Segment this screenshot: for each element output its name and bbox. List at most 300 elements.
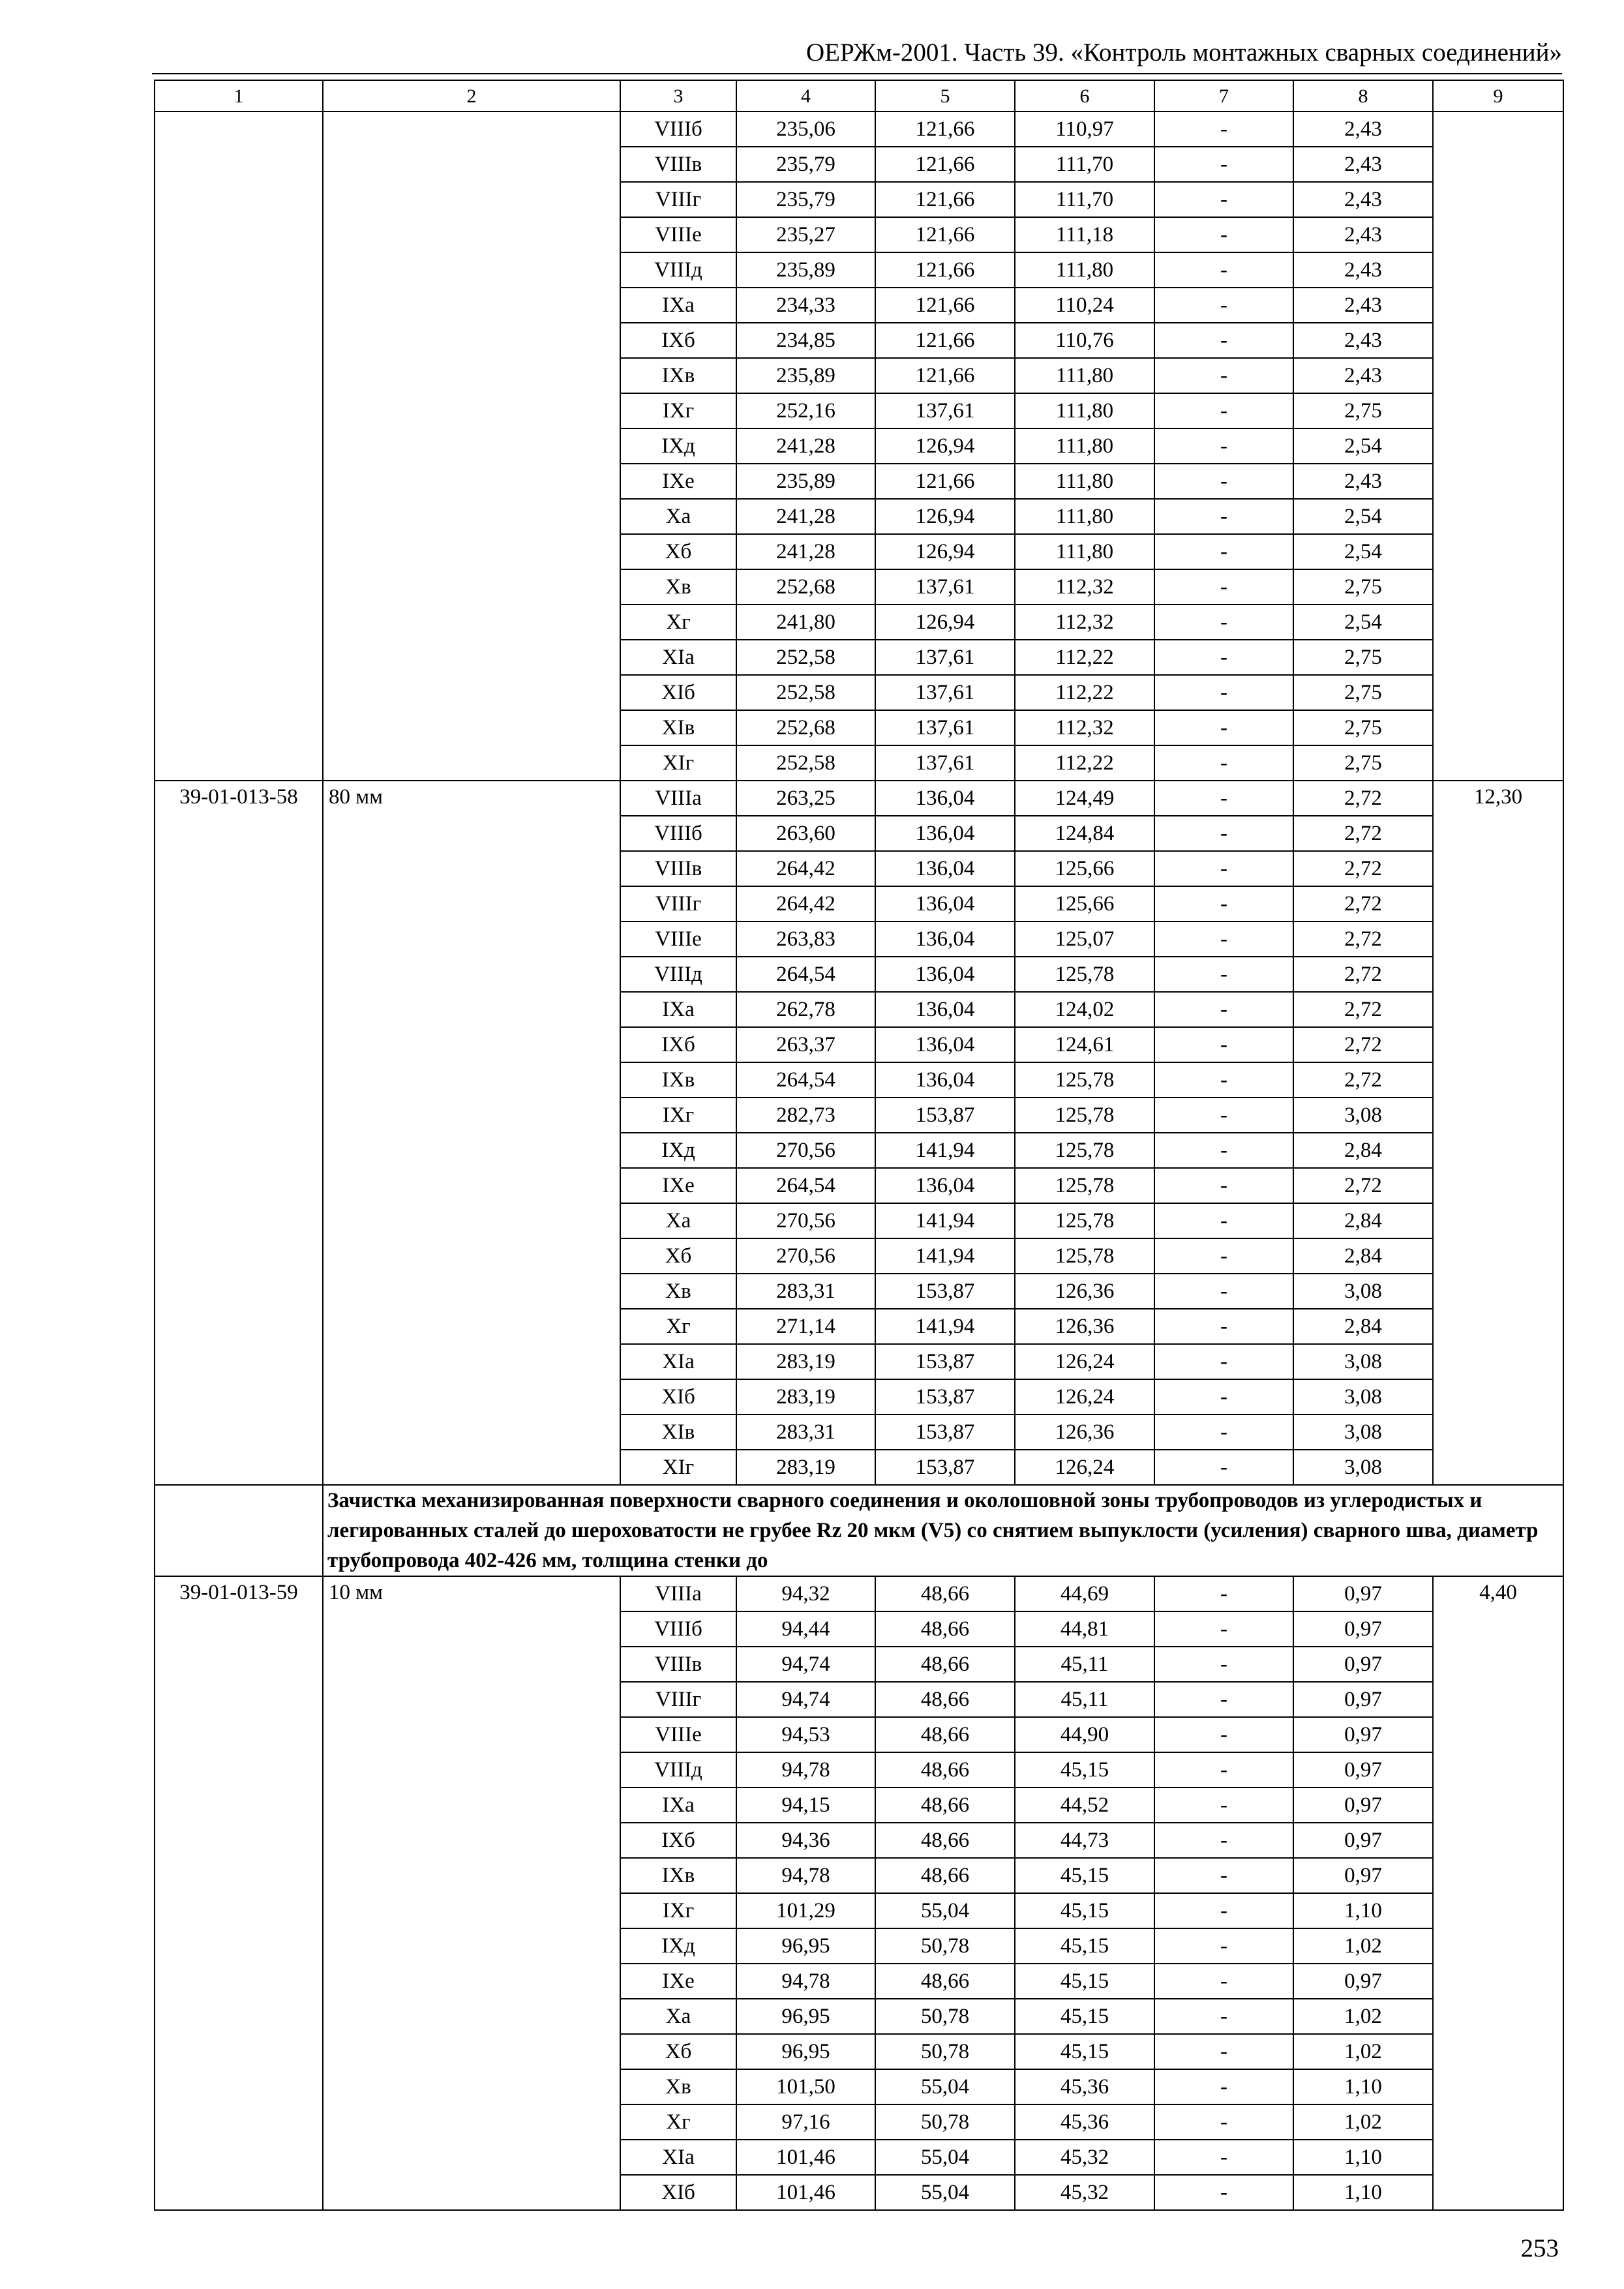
machine-cost-cell: 111,80 [1015,393,1154,428]
driver-wages-cell: - [1154,921,1293,957]
wages-cell: 141,94 [875,1203,1015,1238]
materials-cell: 0,97 [1293,1717,1433,1752]
total-cost-cell: 94,15 [736,1788,875,1823]
materials-cell: 2,75 [1293,710,1433,745]
machine-cost-cell: 45,15 [1015,1858,1154,1893]
wages-cell: 153,87 [875,1450,1015,1485]
driver-wages-cell: - [1154,1098,1293,1133]
total-cost-cell: 283,19 [736,1379,875,1414]
page-number: 253 [1520,2234,1559,2262]
district-cell: VIIIд [620,1752,736,1788]
materials-cell: 2,84 [1293,1238,1433,1274]
machine-cost-cell: 110,24 [1015,288,1154,323]
district-cell: IXа [620,992,736,1027]
district-cell: IXд [620,1133,736,1168]
wages-cell: 48,66 [875,1682,1015,1717]
wages-cell: 121,66 [875,464,1015,499]
wages-cell: 153,87 [875,1274,1015,1309]
total-cost-cell: 94,44 [736,1611,875,1647]
district-cell: VIIIа [620,1576,736,1611]
materials-cell: 2,43 [1293,182,1433,217]
section-empty-cell [155,1485,323,1576]
driver-wages-cell: - [1154,393,1293,428]
machine-cost-cell: 125,78 [1015,1238,1154,1274]
column-number: 2 [323,80,620,112]
wages-cell: 55,04 [875,2175,1015,2210]
machine-cost-cell: 126,36 [1015,1309,1154,1344]
district-cell: VIIIг [620,1682,736,1717]
driver-wages-cell: - [1154,1928,1293,1964]
wages-cell: 121,66 [875,182,1015,217]
driver-wages-cell: - [1154,1788,1293,1823]
machine-cost-cell: 124,49 [1015,781,1154,816]
wages-cell: 153,87 [875,1098,1015,1133]
wages-cell: 48,66 [875,1858,1015,1893]
labor-cost-cell [1433,112,1563,781]
district-cell: IXв [620,1062,736,1098]
wages-cell: 136,04 [875,1027,1015,1062]
section-title-row [155,1485,1563,1576]
district-cell: Xб [620,2034,736,2069]
driver-wages-cell: - [1154,2069,1293,2104]
driver-wages-cell: - [1154,1379,1293,1414]
total-cost-cell: 235,79 [736,182,875,217]
wages-cell: 55,04 [875,2069,1015,2104]
driver-wages-cell: - [1154,1611,1293,1647]
materials-cell: 3,08 [1293,1098,1433,1133]
materials-cell: 0,97 [1293,1682,1433,1717]
machine-cost-cell: 45,11 [1015,1647,1154,1682]
driver-wages-cell: - [1154,1344,1293,1379]
materials-cell: 2,54 [1293,534,1433,569]
driver-wages-cell: - [1154,1964,1293,1999]
materials-cell: 2,84 [1293,1133,1433,1168]
wages-cell: 48,66 [875,1964,1015,1999]
total-cost-cell: 101,29 [736,1893,875,1928]
total-cost-cell: 235,27 [736,217,875,252]
district-cell: IXд [620,1928,736,1964]
district-cell: Xа [620,499,736,534]
column-number: 6 [1015,80,1154,112]
materials-cell: 0,97 [1293,1788,1433,1823]
driver-wages-cell: - [1154,1999,1293,2034]
driver-wages-cell: - [1154,1450,1293,1485]
materials-cell: 2,75 [1293,745,1433,781]
machine-cost-cell: 112,22 [1015,675,1154,710]
total-cost-cell: 94,36 [736,1823,875,1858]
district-cell: VIIIе [620,1717,736,1752]
district-cell: Xв [620,569,736,605]
total-cost-cell: 263,25 [736,781,875,816]
district-cell: VIIIг [620,886,736,921]
total-cost-cell: 241,28 [736,534,875,569]
district-cell: XIг [620,745,736,781]
driver-wages-cell: - [1154,288,1293,323]
district-cell: Xб [620,534,736,569]
total-cost-cell: 252,68 [736,710,875,745]
district-cell: VIIIб [620,816,736,851]
total-cost-cell: 94,53 [736,1717,875,1752]
machine-cost-cell: 125,07 [1015,921,1154,957]
wages-cell: 136,04 [875,886,1015,921]
wages-cell: 137,61 [875,710,1015,745]
machine-cost-cell: 126,24 [1015,1450,1154,1485]
column-number: 8 [1293,80,1433,112]
materials-cell: 2,72 [1293,781,1433,816]
total-cost-cell: 234,85 [736,323,875,358]
materials-cell: 1,02 [1293,2034,1433,2069]
materials-cell: 2,75 [1293,393,1433,428]
district-cell: IXе [620,1964,736,1999]
header-rule [152,73,1562,74]
materials-cell: 2,43 [1293,323,1433,358]
machine-cost-cell: 111,80 [1015,358,1154,393]
wages-cell: 136,04 [875,851,1015,886]
materials-cell: 2,75 [1293,569,1433,605]
materials-cell: 2,72 [1293,816,1433,851]
machine-cost-cell: 45,36 [1015,2069,1154,2104]
machine-cost-cell: 45,15 [1015,1928,1154,1964]
driver-wages-cell: - [1154,2175,1293,2210]
table-row [155,1576,1563,1611]
wages-cell: 50,78 [875,1999,1015,2034]
total-cost-cell: 264,54 [736,1062,875,1098]
materials-cell: 2,43 [1293,252,1433,288]
total-cost-cell: 94,74 [736,1647,875,1682]
materials-cell: 1,10 [1293,1893,1433,1928]
driver-wages-cell: - [1154,1133,1293,1168]
materials-cell: 1,10 [1293,2175,1433,2210]
machine-cost-cell: 44,81 [1015,1611,1154,1647]
driver-wages-cell: - [1154,851,1293,886]
district-cell: VIIIд [620,957,736,992]
district-cell: VIIIб [620,112,736,147]
machine-cost-cell: 44,69 [1015,1576,1154,1611]
driver-wages-cell: - [1154,781,1293,816]
machine-cost-cell: 45,32 [1015,2175,1154,2210]
driver-wages-cell: - [1154,1274,1293,1309]
materials-cell: 2,84 [1293,1309,1433,1344]
machine-cost-cell: 112,32 [1015,569,1154,605]
materials-cell: 2,54 [1293,499,1433,534]
materials-cell: 0,97 [1293,1858,1433,1893]
machine-cost-cell: 125,78 [1015,1168,1154,1203]
materials-cell: 2,75 [1293,675,1433,710]
driver-wages-cell: - [1154,640,1293,675]
driver-wages-cell: - [1154,675,1293,710]
machine-cost-cell: 124,02 [1015,992,1154,1027]
total-cost-cell: 235,89 [736,464,875,499]
total-cost-cell: 96,95 [736,1999,875,2034]
machine-cost-cell: 112,32 [1015,710,1154,745]
total-cost-cell: 270,56 [736,1238,875,1274]
materials-cell: 0,97 [1293,1576,1433,1611]
table-body [155,80,1563,2210]
materials-cell: 3,08 [1293,1379,1433,1414]
wages-cell: 121,66 [875,252,1015,288]
total-cost-cell: 283,19 [736,1450,875,1485]
total-cost-cell: 270,56 [736,1203,875,1238]
total-cost-cell: 264,54 [736,1168,875,1203]
district-cell: XIг [620,1450,736,1485]
wages-cell: 141,94 [875,1309,1015,1344]
driver-wages-cell: - [1154,1203,1293,1238]
wages-cell: 50,78 [875,2034,1015,2069]
total-cost-cell: 94,78 [736,1964,875,1999]
materials-cell: 2,43 [1293,288,1433,323]
district-cell: Xв [620,2069,736,2104]
wages-cell: 137,61 [875,745,1015,781]
district-cell: Xг [620,1309,736,1344]
materials-cell: 0,97 [1293,1823,1433,1858]
driver-wages-cell: - [1154,252,1293,288]
total-cost-cell: 270,56 [736,1133,875,1168]
page-header-title: ОЕРЖм-2001. Часть 39. «Контроль монтажных сварных соединений» [806,38,1562,67]
district-cell: VIIIе [620,921,736,957]
district-cell: VIIIд [620,252,736,288]
district-cell: VIIIв [620,147,736,182]
machine-cost-cell: 111,18 [1015,217,1154,252]
machine-cost-cell: 110,97 [1015,112,1154,147]
materials-cell: 2,75 [1293,640,1433,675]
district-cell: IXа [620,288,736,323]
total-cost-cell: 263,37 [736,1027,875,1062]
wall-thickness-cell [323,112,620,781]
wages-cell: 136,04 [875,1062,1015,1098]
district-cell: VIIIб [620,1611,736,1647]
wages-cell: 121,66 [875,217,1015,252]
machine-cost-cell: 45,32 [1015,2140,1154,2175]
machine-cost-cell: 112,22 [1015,745,1154,781]
wages-cell: 153,87 [875,1414,1015,1450]
wages-cell: 136,04 [875,1168,1015,1203]
wages-cell: 121,66 [875,288,1015,323]
materials-cell: 2,43 [1293,217,1433,252]
section-title: Зачистка механизированная поверхности сварного соединения и околошовной зоны трубопроводов из углеродистых и легированных сталей до шероховатости не грубее Rz 20 мкм (V5) со снятием выпуклости (усиления) сварного шва, диаметр трубопровода 402-426 мм, толщина стенки до [323,1485,1563,1576]
machine-cost-cell: 125,66 [1015,851,1154,886]
rate-code-cell: 39-01-013-58 [155,781,323,1485]
materials-cell: 1,02 [1293,1999,1433,2034]
driver-wages-cell: - [1154,745,1293,781]
total-cost-cell: 101,46 [736,2175,875,2210]
district-cell: VIIIе [620,217,736,252]
rate-code-cell: 39-01-013-59 [155,1576,323,2210]
materials-cell: 2,72 [1293,992,1433,1027]
machine-cost-cell: 125,78 [1015,957,1154,992]
total-cost-cell: 94,78 [736,1752,875,1788]
machine-cost-cell: 125,78 [1015,1062,1154,1098]
materials-cell: 2,54 [1293,428,1433,464]
driver-wages-cell: - [1154,2034,1293,2069]
wages-cell: 55,04 [875,2140,1015,2175]
total-cost-cell: 263,60 [736,816,875,851]
total-cost-cell: 234,33 [736,288,875,323]
materials-cell: 2,43 [1293,147,1433,182]
wages-cell: 126,94 [875,499,1015,534]
labor-cost-cell: 4,40 [1433,1576,1563,2210]
total-cost-cell: 241,28 [736,428,875,464]
district-cell: Xа [620,1999,736,2034]
total-cost-cell: 252,16 [736,393,875,428]
machine-cost-cell: 124,84 [1015,816,1154,851]
district-cell: Xа [620,1203,736,1238]
machine-cost-cell: 45,15 [1015,1893,1154,1928]
machine-cost-cell: 125,78 [1015,1133,1154,1168]
driver-wages-cell: - [1154,1309,1293,1344]
total-cost-cell: 252,58 [736,745,875,781]
total-cost-cell: 264,42 [736,886,875,921]
total-cost-cell: 264,42 [736,851,875,886]
total-cost-cell: 101,46 [736,2140,875,2175]
table-row [155,781,1563,816]
driver-wages-cell: - [1154,710,1293,745]
wages-cell: 50,78 [875,2104,1015,2140]
materials-cell: 2,72 [1293,1062,1433,1098]
materials-cell: 1,10 [1293,2140,1433,2175]
total-cost-cell: 235,89 [736,252,875,288]
district-cell: IXв [620,358,736,393]
driver-wages-cell: - [1154,957,1293,992]
total-cost-cell: 96,95 [736,1928,875,1964]
materials-cell: 2,54 [1293,605,1433,640]
district-cell: IXб [620,323,736,358]
driver-wages-cell: - [1154,112,1293,147]
wages-cell: 137,61 [875,640,1015,675]
driver-wages-cell: - [1154,464,1293,499]
total-cost-cell: 241,28 [736,499,875,534]
wages-cell: 137,61 [875,393,1015,428]
driver-wages-cell: - [1154,217,1293,252]
total-cost-cell: 96,95 [736,2034,875,2069]
driver-wages-cell: - [1154,1858,1293,1893]
materials-cell: 0,97 [1293,1964,1433,1999]
column-number: 7 [1154,80,1293,112]
district-cell: Xг [620,2104,736,2140]
wages-cell: 121,66 [875,112,1015,147]
column-number: 1 [155,80,323,112]
district-cell: IXа [620,1788,736,1823]
machine-cost-cell: 112,32 [1015,605,1154,640]
wages-cell: 48,66 [875,1752,1015,1788]
machine-cost-cell: 45,11 [1015,1682,1154,1717]
driver-wages-cell: - [1154,816,1293,851]
machine-cost-cell: 45,15 [1015,1752,1154,1788]
wages-cell: 121,66 [875,358,1015,393]
district-cell: XIб [620,1379,736,1414]
machine-cost-cell: 111,80 [1015,534,1154,569]
driver-wages-cell: - [1154,1062,1293,1098]
labor-cost-cell: 12,30 [1433,781,1563,1485]
total-cost-cell: 97,16 [736,2104,875,2140]
driver-wages-cell: - [1154,605,1293,640]
wall-thickness-cell: 80 мм [323,781,620,1485]
district-cell: IXд [620,428,736,464]
materials-cell: 2,84 [1293,1203,1433,1238]
machine-cost-cell: 112,22 [1015,640,1154,675]
wages-cell: 136,04 [875,816,1015,851]
driver-wages-cell: - [1154,2140,1293,2175]
materials-cell: 2,43 [1293,358,1433,393]
machine-cost-cell: 45,36 [1015,2104,1154,2140]
driver-wages-cell: - [1154,182,1293,217]
driver-wages-cell: - [1154,1682,1293,1717]
materials-cell: 3,08 [1293,1450,1433,1485]
machine-cost-cell: 44,73 [1015,1823,1154,1858]
district-cell: Xв [620,1274,736,1309]
materials-cell: 0,97 [1293,1611,1433,1647]
driver-wages-cell: - [1154,1027,1293,1062]
driver-wages-cell: - [1154,1414,1293,1450]
total-cost-cell: 235,06 [736,112,875,147]
materials-cell: 2,72 [1293,921,1433,957]
wages-cell: 48,66 [875,1611,1015,1647]
materials-cell: 2,43 [1293,112,1433,147]
driver-wages-cell: - [1154,1717,1293,1752]
wages-cell: 48,66 [875,1576,1015,1611]
wages-cell: 48,66 [875,1717,1015,1752]
district-cell: IXб [620,1823,736,1858]
district-cell: IXг [620,393,736,428]
driver-wages-cell: - [1154,323,1293,358]
district-cell: XIв [620,710,736,745]
total-cost-cell: 263,83 [736,921,875,957]
district-cell: XIа [620,2140,736,2175]
wages-cell: 48,66 [875,1823,1015,1858]
wages-cell: 136,04 [875,921,1015,957]
total-cost-cell: 235,79 [736,147,875,182]
materials-cell: 2,72 [1293,957,1433,992]
machine-cost-cell: 125,66 [1015,886,1154,921]
driver-wages-cell: - [1154,1238,1293,1274]
total-cost-cell: 241,80 [736,605,875,640]
total-cost-cell: 94,74 [736,1682,875,1717]
wages-cell: 48,66 [875,1788,1015,1823]
district-cell: XIа [620,1344,736,1379]
machine-cost-cell: 111,80 [1015,499,1154,534]
machine-cost-cell: 111,80 [1015,464,1154,499]
materials-cell: 2,72 [1293,1027,1433,1062]
total-cost-cell: 94,78 [736,1858,875,1893]
district-cell: XIа [620,640,736,675]
wages-cell: 141,94 [875,1133,1015,1168]
materials-cell: 1,02 [1293,1928,1433,1964]
total-cost-cell: 252,58 [736,640,875,675]
district-cell: IXв [620,1858,736,1893]
driver-wages-cell: - [1154,499,1293,534]
wages-cell: 55,04 [875,1893,1015,1928]
driver-wages-cell: - [1154,569,1293,605]
total-cost-cell: 283,31 [736,1414,875,1450]
machine-cost-cell: 124,61 [1015,1027,1154,1062]
machine-cost-cell: 110,76 [1015,323,1154,358]
driver-wages-cell: - [1154,886,1293,921]
materials-cell: 3,08 [1293,1274,1433,1309]
district-cell: IXб [620,1027,736,1062]
district-cell: XIб [620,675,736,710]
district-cell: IXе [620,1168,736,1203]
machine-cost-cell: 111,80 [1015,252,1154,288]
rates-table [154,80,1564,2211]
machine-cost-cell: 45,15 [1015,1999,1154,2034]
wages-cell: 121,66 [875,147,1015,182]
driver-wages-cell: - [1154,534,1293,569]
district-cell: VIIIа [620,781,736,816]
wages-cell: 153,87 [875,1344,1015,1379]
materials-cell: 2,72 [1293,1168,1433,1203]
driver-wages-cell: - [1154,1823,1293,1858]
materials-cell: 3,08 [1293,1414,1433,1450]
materials-cell: 3,08 [1293,1344,1433,1379]
